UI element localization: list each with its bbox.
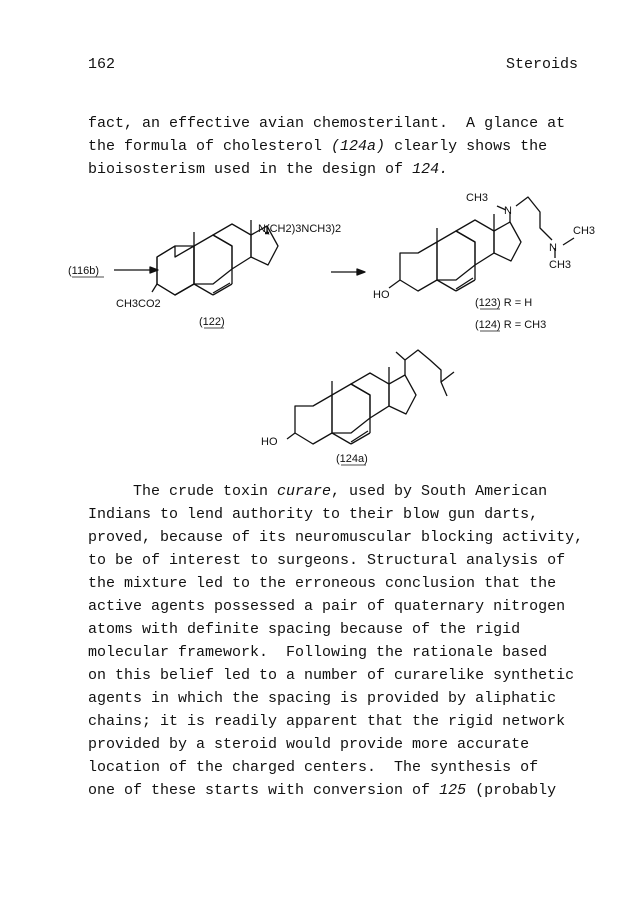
cholesterol-hydroxyl-label: HO bbox=[261, 436, 278, 448]
reaction-arrow-1 bbox=[114, 267, 158, 273]
chain-methyl-top-label: CH3 bbox=[573, 225, 596, 237]
text-line: active agents possessed a pair of quaternary nitrogen bbox=[88, 598, 566, 615]
compound-ref-124: 124. bbox=[412, 161, 449, 178]
compound-123-label: (123) R = H bbox=[475, 297, 533, 309]
compound-ref-125: 125 bbox=[439, 782, 467, 799]
page-number: 162 bbox=[88, 56, 116, 73]
steroid-123-structure bbox=[389, 197, 574, 291]
running-title: Steroids bbox=[505, 56, 578, 73]
amine-substituent-label: N(CH2)3NCH3)2 bbox=[258, 223, 342, 235]
curare-paragraph bbox=[88, 480, 588, 802]
chain-nitrogen-label: N bbox=[549, 242, 557, 254]
text-line: agents in which the spacing is provided by aliphatic bbox=[88, 690, 557, 707]
reaction-arrow-2 bbox=[331, 269, 365, 275]
text-line: the mixture led to the erroneous conclusion that the bbox=[88, 575, 557, 592]
chain-methyl-bottom-label: CH3 bbox=[549, 259, 572, 271]
n-methyl-label: CH3 bbox=[466, 192, 489, 204]
ring-nitrogen-label: N bbox=[504, 205, 512, 217]
text-line: molecular framework. Following the rationale based bbox=[88, 644, 548, 661]
text-line: to be of interest to surgeons. Structural analysis of bbox=[88, 552, 566, 569]
text-run: The crude toxin bbox=[88, 483, 278, 500]
start-compound-label: (116b) bbox=[68, 265, 99, 277]
text-run: bioisosterism used in the design of bbox=[88, 161, 413, 178]
compound-124a-label: (124a) bbox=[336, 453, 368, 465]
text-line bbox=[88, 779, 588, 802]
text-run: (probably bbox=[466, 782, 557, 799]
text-line: atoms with definite spacing because of the rigid bbox=[88, 621, 521, 638]
term-curare: curare bbox=[277, 483, 332, 500]
text-line: proved, because of its neuromuscular blocking activity, bbox=[88, 529, 584, 546]
text-line: location of the charged centers. The synthesis of bbox=[88, 759, 539, 776]
text-run: one of these starts with conversion of bbox=[88, 782, 440, 799]
text-line: Indians to lend authority to their blow gun darts, bbox=[88, 506, 539, 523]
compound-124-label: (124) R = CH3 bbox=[475, 319, 547, 331]
cholesterol-124a-structure bbox=[287, 350, 454, 444]
hydroxyl-label: HO bbox=[373, 289, 390, 301]
compound-ref-124a: (124a) bbox=[331, 138, 386, 155]
text-run: , used by South American bbox=[331, 483, 548, 500]
acetate-group-label: CH3CO2 bbox=[116, 298, 161, 310]
text-run: clearly shows the bbox=[385, 138, 548, 155]
compound-122-label: (122) bbox=[199, 316, 225, 328]
text-line: fact, an effective avian chemosterilant. A glance at bbox=[88, 115, 566, 132]
text-run: the formula of cholesterol bbox=[88, 138, 332, 155]
text-line: chains; it is readily apparent that the rigid network bbox=[88, 713, 566, 730]
text-line bbox=[88, 480, 588, 503]
text-line: on this belief led to a number of curarelike synthetic bbox=[88, 667, 575, 684]
text-line: provided by a steroid would provide more accurate bbox=[88, 736, 530, 753]
